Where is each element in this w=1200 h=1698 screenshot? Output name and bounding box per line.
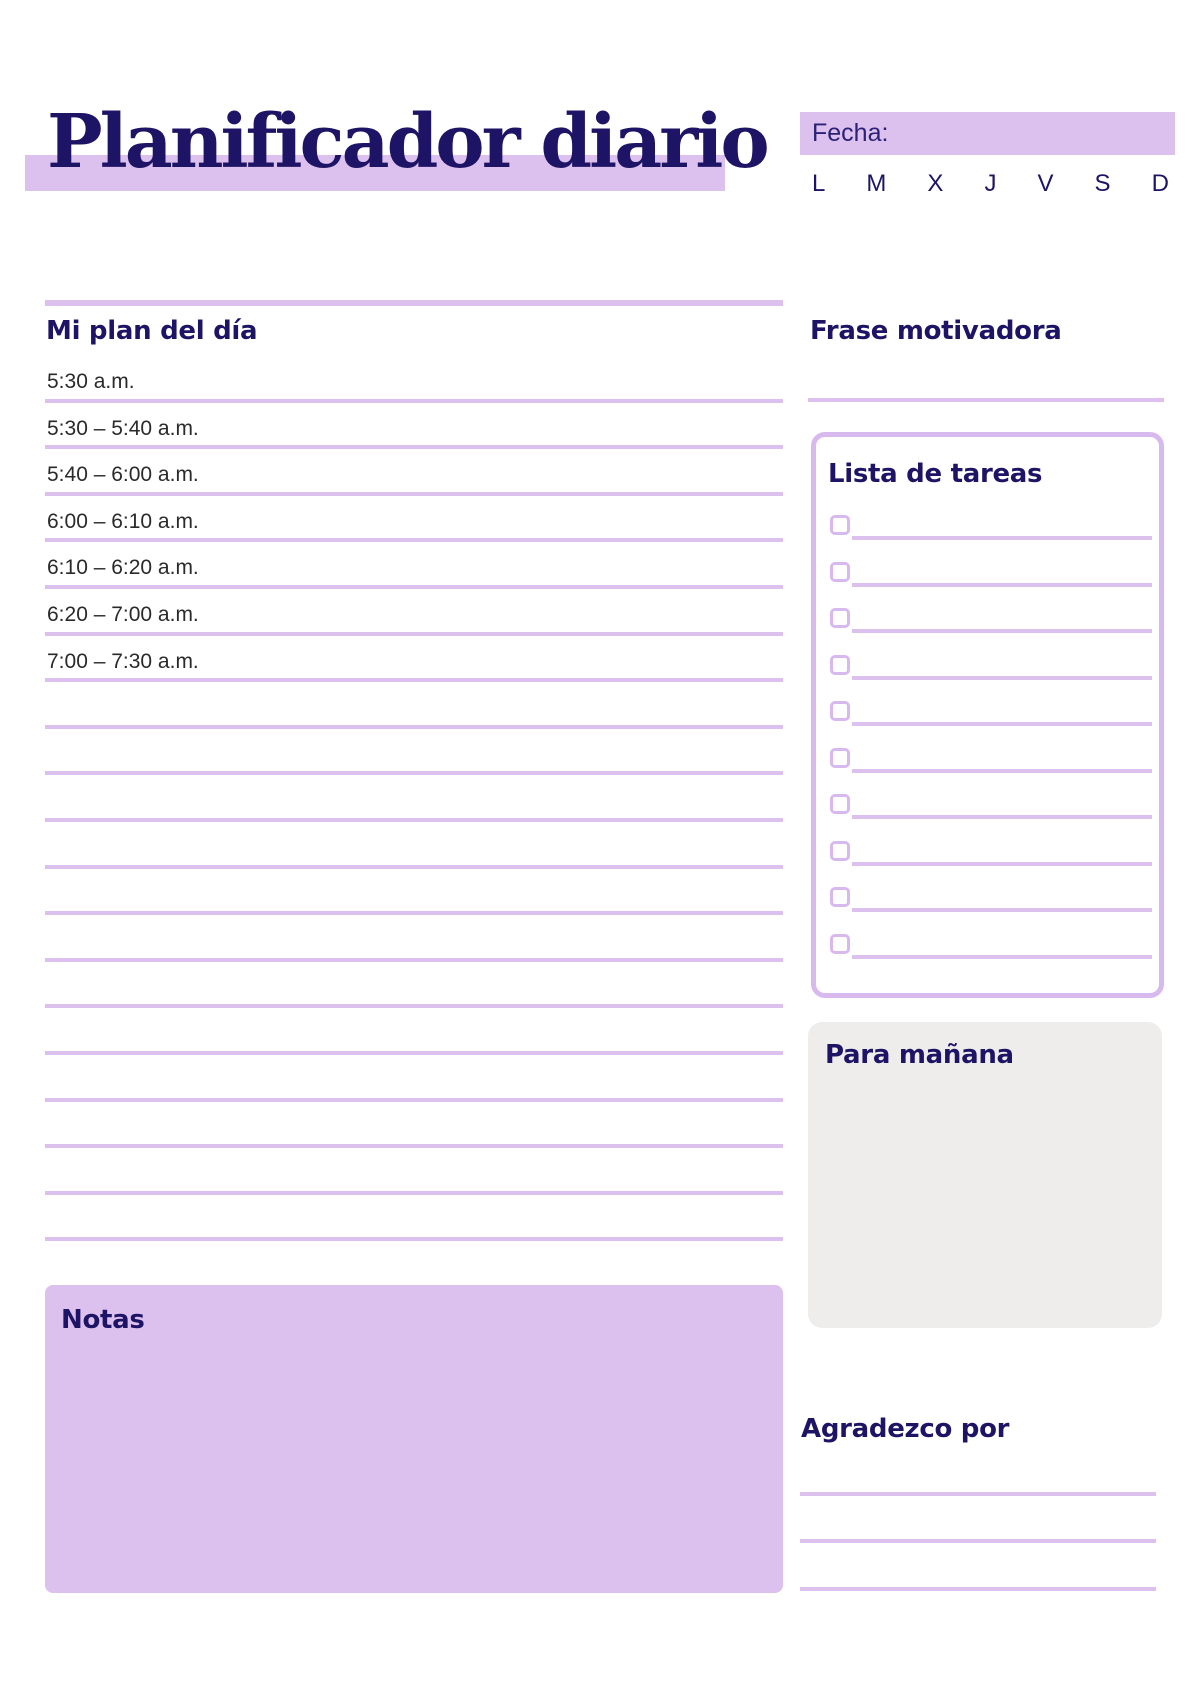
gratitude-line[interactable] [800, 1587, 1156, 1591]
weekday-wednesday[interactable]: X [927, 170, 944, 197]
plan-time-label: 7:00 – 7:30 a.m. [47, 649, 199, 673]
task-write-line[interactable] [852, 722, 1152, 726]
weekday-sunday[interactable]: D [1151, 170, 1169, 197]
task-item [830, 558, 1152, 588]
plan-row[interactable] [45, 729, 783, 776]
task-write-line[interactable] [852, 583, 1152, 587]
weekday-saturday[interactable]: S [1094, 170, 1111, 197]
task-checkbox[interactable] [830, 655, 850, 675]
plan-top-divider [45, 300, 783, 306]
task-write-line[interactable] [852, 862, 1152, 866]
task-write-line[interactable] [852, 676, 1152, 680]
weekday-monday[interactable]: L [812, 170, 826, 197]
plan-row[interactable] [45, 1195, 783, 1242]
weekday-selector [800, 170, 1175, 198]
gratitude-title: Agradezco por [801, 1414, 1010, 1444]
plan-section-title: Mi plan del día [46, 316, 258, 346]
task-checkbox[interactable] [830, 701, 850, 721]
task-checkbox[interactable] [830, 934, 850, 954]
page-title: Planificador diario [47, 99, 767, 185]
task-checkbox[interactable] [830, 608, 850, 628]
task-item [830, 744, 1152, 774]
plan-row[interactable] [45, 403, 783, 450]
plan-schedule [45, 356, 783, 1241]
plan-row[interactable] [45, 1008, 783, 1055]
frase-section-title: Frase motivadora [810, 316, 1062, 346]
plan-row[interactable] [45, 962, 783, 1009]
task-write-line[interactable] [852, 629, 1152, 633]
plan-row[interactable] [45, 1102, 783, 1149]
notes-title: Notas [61, 1305, 145, 1335]
task-write-line[interactable] [852, 536, 1152, 540]
weekday-friday[interactable]: V [1037, 170, 1054, 197]
weekday-thursday[interactable]: J [984, 170, 997, 197]
task-item [830, 883, 1152, 913]
notes-box[interactable] [45, 1285, 783, 1593]
plan-time-label: 6:10 – 6:20 a.m. [47, 556, 199, 580]
task-checkbox[interactable] [830, 841, 850, 861]
task-item [830, 790, 1152, 820]
plan-row[interactable] [45, 1055, 783, 1102]
plan-time-label: 6:20 – 7:00 a.m. [47, 602, 199, 626]
task-checkbox[interactable] [830, 515, 850, 535]
plan-row[interactable] [45, 449, 783, 496]
tomorrow-title: Para mañana [825, 1040, 1014, 1070]
header-title-block [25, 95, 767, 195]
date-field[interactable] [800, 112, 1175, 155]
plan-row[interactable] [45, 869, 783, 916]
task-checkbox[interactable] [830, 794, 850, 814]
tomorrow-box[interactable] [808, 1022, 1162, 1328]
task-checkbox[interactable] [830, 562, 850, 582]
plan-row[interactable] [45, 915, 783, 962]
task-list-box [811, 432, 1164, 998]
gratitude-line[interactable] [800, 1492, 1156, 1496]
task-checkbox[interactable] [830, 748, 850, 768]
plan-row[interactable] [45, 589, 783, 636]
frase-write-line[interactable] [808, 398, 1164, 402]
plan-row[interactable] [45, 542, 783, 589]
plan-time-label: 6:00 – 6:10 a.m. [47, 509, 199, 533]
plan-time-label: 5:30 – 5:40 a.m. [47, 416, 199, 440]
task-write-line[interactable] [852, 815, 1152, 819]
plan-row[interactable] [45, 1148, 783, 1195]
plan-time-label: 5:30 a.m. [47, 370, 135, 393]
weekday-tuesday[interactable]: M [866, 170, 887, 197]
plan-row[interactable] [45, 775, 783, 822]
plan-row[interactable] [45, 356, 783, 403]
task-item [830, 837, 1152, 867]
plan-time-label: 5:40 – 6:00 a.m. [47, 463, 199, 487]
task-list-title: Lista de tareas [828, 459, 1043, 489]
task-item [830, 651, 1152, 681]
date-label: Fecha: [812, 119, 889, 147]
task-write-line[interactable] [852, 769, 1152, 773]
plan-row[interactable] [45, 636, 783, 683]
gratitude-line[interactable] [800, 1539, 1156, 1543]
task-item [830, 604, 1152, 634]
task-item [830, 697, 1152, 727]
plan-row[interactable] [45, 822, 783, 869]
task-checkbox[interactable] [830, 887, 850, 907]
task-write-line[interactable] [852, 955, 1152, 959]
task-item [830, 930, 1152, 960]
task-write-line[interactable] [852, 908, 1152, 912]
plan-row[interactable] [45, 496, 783, 543]
task-item [830, 511, 1152, 541]
plan-row[interactable] [45, 682, 783, 729]
